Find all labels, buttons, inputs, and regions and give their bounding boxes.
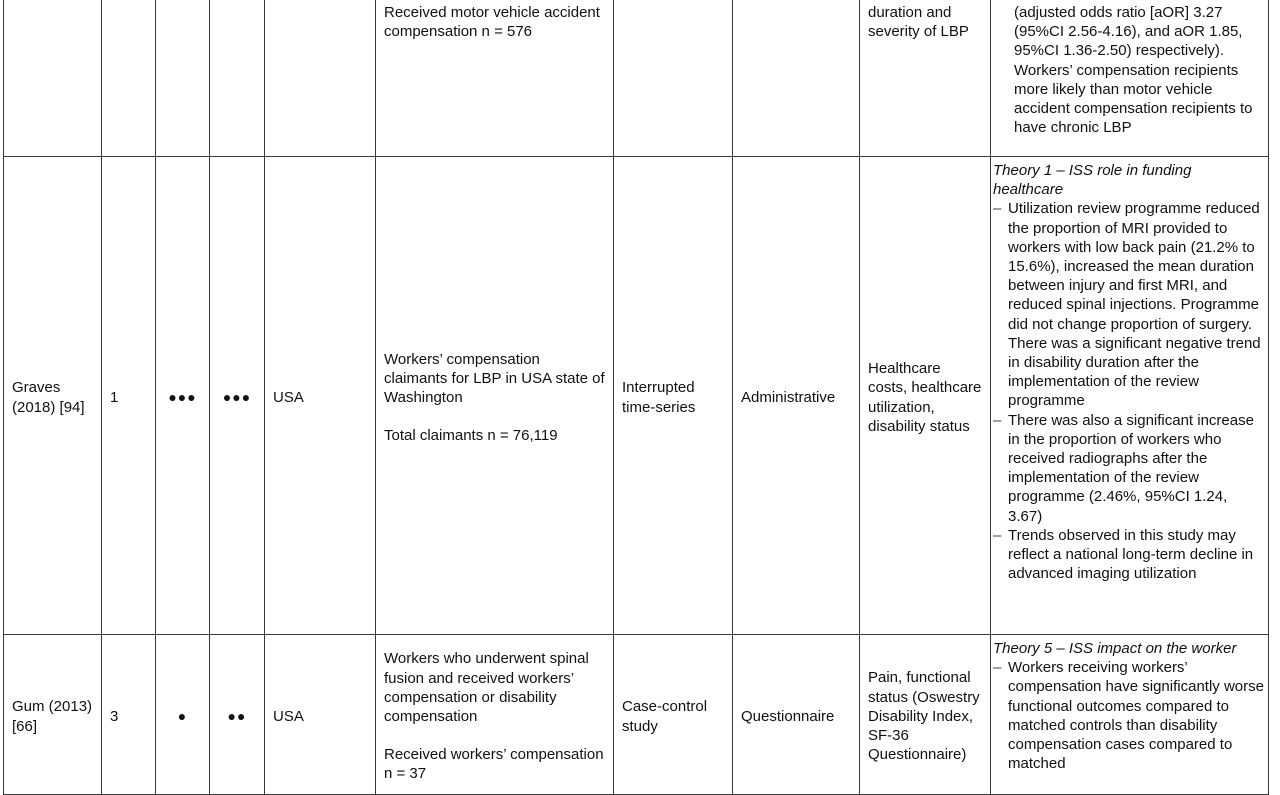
finding-item: – Workers receiving workers’ compensation have significantly worse functional outcomes compared to matched controls than disability compensation cases compared to matched	[993, 658, 1264, 773]
findings-cell	[991, 157, 1269, 635]
study-cell	[4, 0, 102, 157]
rating2-cell: ●●	[210, 635, 265, 795]
rating2-cell: ●●●	[210, 157, 265, 635]
findings-cell	[991, 635, 1269, 795]
finding-item: – Trends observed in this study may reflect a national long-term decline in advanced imaging utilization	[993, 526, 1264, 584]
population-text: Received motor vehicle accident compensation n = 576	[384, 4, 600, 41]
design-cell: Case-control study	[614, 635, 733, 795]
quality-cell: 1	[102, 157, 156, 635]
country-cell: USA	[265, 635, 376, 795]
country-cell	[265, 0, 376, 157]
findings-text: (adjusted odds ratio [aOR] 3.27 (95%CI 2.56-4.16), and aOR 1.85, 95%CI 1.36-2.50) respectively). Workers’ compensation recipients more likely than motor vehicle accident compensation recipients to have chronic LBP	[1014, 4, 1253, 137]
outcomes-cell: duration and severity of LBP	[860, 0, 991, 157]
rating1-cell: ●●●	[156, 157, 210, 635]
population-cell	[376, 0, 614, 157]
quality-cell: 3	[102, 635, 156, 795]
design-cell: Interrupted time-series	[614, 157, 733, 635]
table-row	[4, 157, 1269, 635]
outcomes-cell: Healthcare costs, healthcare utilization, disability status	[860, 157, 991, 635]
population-count: Received workers’ compensation n = 37	[384, 746, 604, 783]
data-source-cell: Questionnaire	[733, 635, 860, 795]
rating1-cell	[156, 0, 210, 157]
population-cell	[376, 157, 614, 635]
theory-label: Theory 1 – ISS role in funding healthcare	[993, 162, 1192, 199]
theory-label: Theory 5 – ISS impact on the worker	[993, 640, 1237, 657]
rating1-cell: ●	[156, 635, 210, 795]
study-cell: Gum (2013) [66]	[4, 635, 102, 795]
table-row	[4, 635, 1269, 795]
findings-cell	[991, 0, 1269, 157]
evidence-table	[3, 0, 1269, 795]
study-cell: Graves (2018) [94]	[4, 157, 102, 635]
data-source-cell	[733, 0, 860, 157]
population-text: Workers’ compensation claimants for LBP in USA state of Washington	[384, 350, 605, 406]
country-cell: USA	[265, 157, 376, 635]
rating2-cell	[210, 0, 265, 157]
quality-cell	[102, 0, 156, 157]
design-cell	[614, 0, 733, 157]
population-count: Total claimants n = 76,119	[384, 427, 558, 445]
table-row	[4, 0, 1269, 157]
outcomes-cell: Pain, functional status (Oswestry Disability Index, SF-36 Questionnaire)	[860, 635, 991, 795]
population-text: Workers who underwent spinal fusion and received workers’ compensation or disability compensation	[384, 650, 589, 725]
finding-item: – There was also a significant increase in the proportion of workers who received radiographs after the implementation of the review programme (2.46%, 95%CI 1.24, 3.67)	[993, 411, 1264, 526]
data-source-cell: Administrative	[733, 157, 860, 635]
finding-item: – Utilization review programme reduced the proportion of MRI provided to workers with low back pain (21.2% to 15.6%), increased the mean duration between injury and first MRI, and reduced spinal injections. Programme did not change proportion of surgery. There was a significant negative trend in disability duration after the implementation of the review programme	[993, 199, 1264, 410]
population-cell	[376, 635, 614, 795]
